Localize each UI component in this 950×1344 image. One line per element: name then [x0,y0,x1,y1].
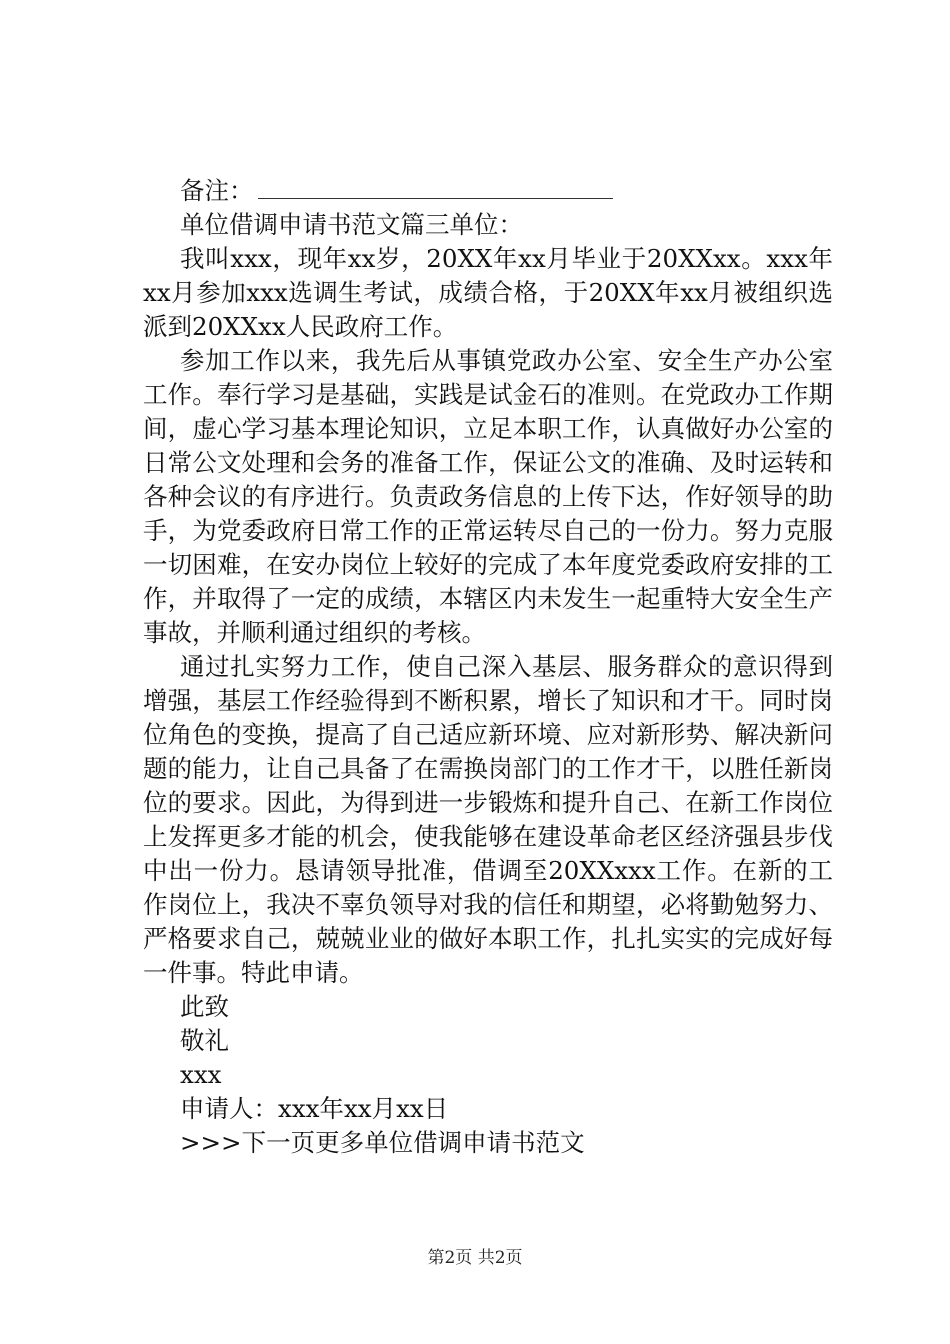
applicant-name: xxx [180,1060,222,1089]
salutation-ci-zhi: 此致 [180,992,229,1021]
document-body [143,174,833,1160]
next-page-link[interactable]: >>>下一页更多单位借调申请书范文 [180,1128,585,1157]
applicant-signature-date: 申请人：xxx年xx月xx日 [180,1094,449,1123]
remark-line [143,174,833,208]
salutation-jing-li: 敬礼 [180,1026,229,1055]
remark-blank-line [258,176,613,199]
section-heading: 单位借调申请书范文篇三单位： [180,210,523,239]
page-number-footer: 第2页 共2页 [427,1248,523,1268]
paragraph-1: 我叫xxx，现年xx岁，20XX年xx月毕业于20XXxx。xxx年xx月参加xxx选调生考试，成绩合格，于20XX年xx月被组织选派到20XXxx人民政府工作。 [143,244,833,341]
remark-label: 备注： [180,176,254,205]
paragraph-3: 通过扎实努力工作，使自己深入基层、服务群众的意识得到增强，基层工作经验得到不断积累，增长了知识和才干。同时岗位角色的变换，提高了自己适应新环境、应对新形势、解决新问题的能力，让自己具备了在需换岗部门的工作才干，以胜任新岗位的要求。因此，为得到进一步锻炼和提升自己、在新工作岗位上发挥更多才能的机会，使我能够在建设革命老区经济强县步伐中出一份力。恳请领导批准，借调至20XXxxx工作。在新的工作岗位上，我决不辜负领导对我的信任和期望，必将勤勉努力、严格要求自己，兢兢业业的做好本职工作，扎扎实实的完成好每一件事。特此申请。 [143,652,833,987]
paragraph-2: 参加工作以来，我先后从事镇党政办公室、安全生产办公室工作。奉行学习是基础，实践是试金石的准则。在党政办工作期间，虚心学习基本理论知识，立足本职工作，认真做好办公室的日常公文处理和会务的准备工作，保证公文的准确、及时运转和各种会议的有序进行。负责政务信息的上传下达，作好领导的助手，为党委政府日常工作的正常运转尽自己的一份力。努力克服一切困难，在安办岗位上较好的完成了本年度党委政府安排的工作，并取得了一定的成绩，本辖区内未发生一起重特大安全生产事故，并顺利通过组织的考核。 [143,346,833,647]
